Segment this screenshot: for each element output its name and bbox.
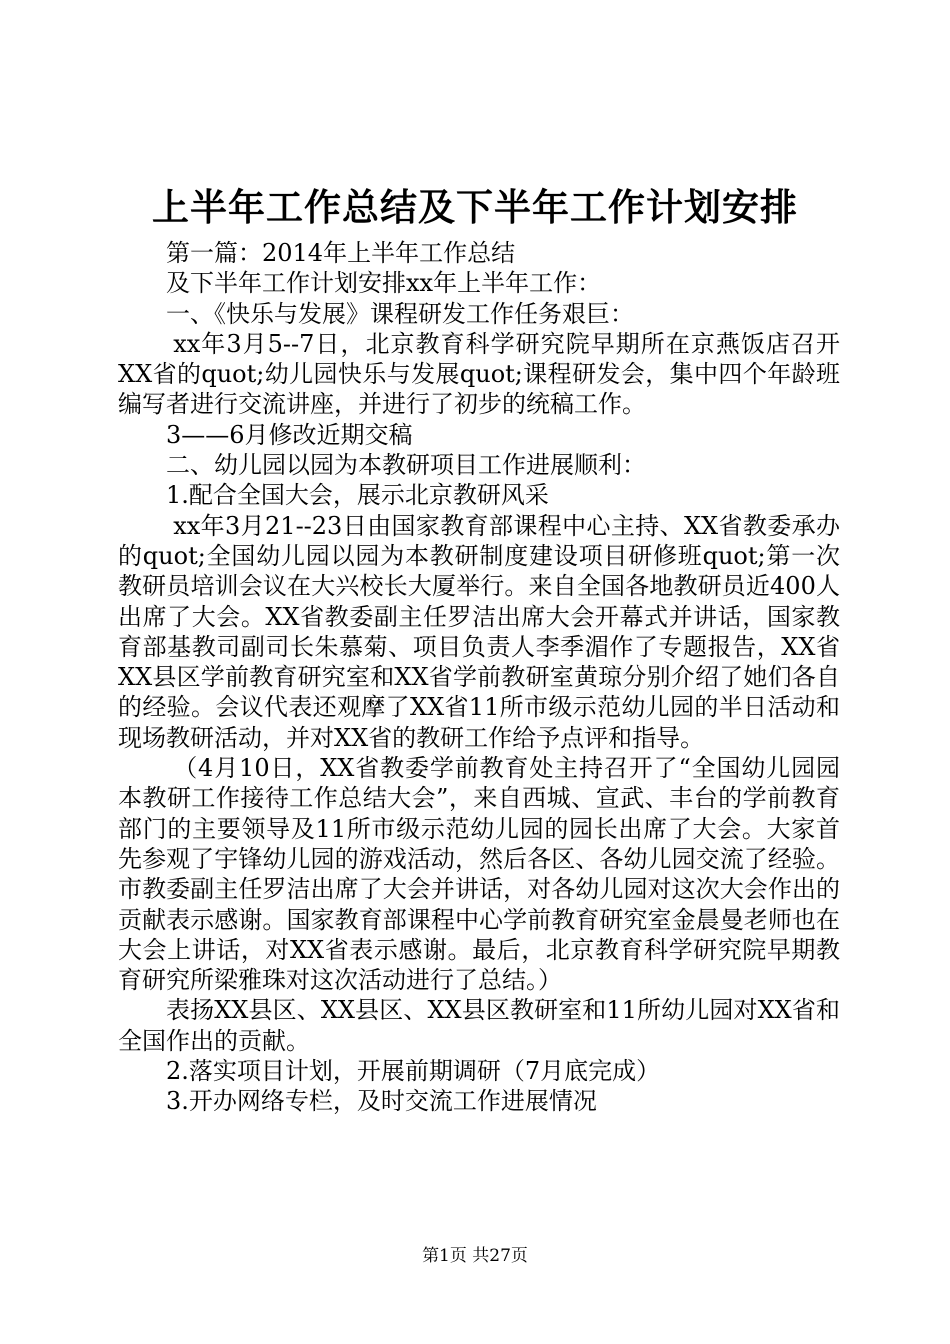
document-body [118, 238, 840, 1117]
paragraph-body: （4月10日，XX省教委学前教育处主持召开了“全国幼儿园园本教研工作接待工作总结大会”，来自西城、宣武、丰台的学前教育部门的主要领导及11所市级示范幼儿园的园长出席了大会。大家首先参观了宇锋幼儿园的游戏活动，然后各区、各幼儿园交流了经验。市教委副主任罗洁出席了大会并讲话，对各幼儿园对这次大会作出的贡献表示感谢。国家教育部课程中心学前教育研究室金晨曼老师也在大会上讲话，对XX省表示感谢。最后，北京教育科学研究院早期教育研究所梁雅珠对这次活动进行了总结。） [118, 754, 840, 995]
paragraph-body: xx年3月5--7日，北京教育科学研究院早期所在京燕饭店召开XX省的quot;幼儿园快乐与发展quot;课程研发会，集中四个年龄班编写者进行交流讲座，并进行了初步的统稿工作。 [118, 329, 840, 419]
document-title: 上半年工作总结及下半年工作计划安排 [152, 186, 798, 229]
paragraph-body: 3——6月修改近期交稿 [166, 420, 413, 449]
paragraph-item-2: 2.落实项目计划，开展前期调研（7月底完成） [166, 1057, 661, 1086]
paragraph-subtitle: 及下半年工作计划安排xx年上半年工作： [166, 269, 602, 298]
paragraph-item-1: 1.配合全国大会，展示北京教研风采 [166, 481, 549, 510]
paragraph-body: 表扬XX县区、XX县区、XX县区教研室和11所幼儿园对XX省和全国作出的贡献。 [118, 996, 840, 1055]
paragraph-item-3: 3.开办网络专栏，及时交流工作进展情况 [166, 1087, 597, 1116]
paragraph-heading-1: 一、《快乐与发展》课程研发工作任务艰巨： [166, 299, 634, 328]
paragraph-body: xx年3月21--23日由国家教育部课程中心主持、XX省教委承办的quot;全国幼儿园以园为本教研制度建设项目研修班quot;第一次教研员培训会议在大兴校长大厦举行。来自全国各地教研员近400人出席了大会。XX省教委副主任罗洁出席大会开幕式并讲话，国家教育部基教司副司长朱慕菊、项目负责人李季湄作了专题报告，XX省XX县区学前教育研究室和XX省学前教研室黄琼分别介绍了她们各自的经验。会议代表还观摩了XX省11所市级示范幼儿园的半日活动和现场教研活动，并对XX省的教研工作给予点评和指导。 [118, 511, 840, 752]
page-number-footer: 第1页 共27页 [422, 1246, 528, 1266]
paragraph-heading-2: 二、幼儿园以园为本教研项目工作进展顺利： [166, 451, 646, 480]
paragraph-section-heading: 第一篇：2014年上半年工作总结 [166, 239, 516, 267]
